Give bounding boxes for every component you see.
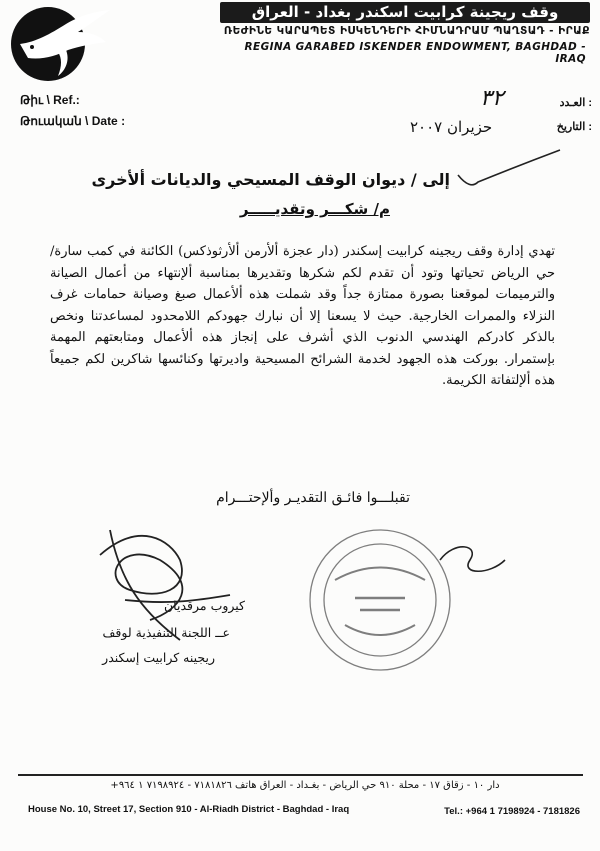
footer-telephone: Tel.: +964 1 7198924 - 7181826 xyxy=(444,806,580,817)
organization-stamp xyxy=(310,530,450,670)
ref-number: ٣٢ xyxy=(480,86,504,111)
addressee: إلى / ديوان الوقف المسيحي والديانات ألأخرى xyxy=(91,170,450,189)
date-label-right: : التاريخ xyxy=(556,121,592,133)
date-label-left: Թուական \ Date : xyxy=(20,114,126,128)
letterhead-title-english: REGINA GARABED ISKENDER ENDOWMENT, BAGHDAD - IRAQ xyxy=(244,41,586,65)
signatory-title: عــ اللجنة التنفيذية لوقف xyxy=(102,625,230,640)
letterhead-title-armenian: ՌԵԺԻՆԵ ԿԱՐԱՊԵՏ ԻՍԿԵՆԴԵՐԻ ՀԻՄՆԱԴՐԱՄ ՊԱՂՏԱԴ - ԻՐԱՔ xyxy=(223,25,590,37)
letterhead-title-arabic: وقف ريجينة كرابيت اسكندر بغداد - العراق xyxy=(220,2,590,23)
body-paragraph: تهدي إدارة وقف ريجينه كرابيت إسكندر (دار عجزة ألأرمن ألأرثوذكس) الكائنة في كمب سارة/ حي الرياض تحياتها وتود أن تقدم لكم شكرها وتقديرها بمناسبة ألإنتهاء من أعمال الصيانة والترميمات لموقعنا بصورة ممتازة جداً وقد شملت هذه ألأعمال صبغ وصيانة حمامات غرف النزلاء والممرات الخارجية. حيث لا يسعنا إلا أن نبارك جهودكم اللامحدود لمساعدتنا ونخص بالذكر كادركم الهندسي الدنوب الذي أشرف على إنجاز هذه ألأعمال ومتابعتهم المهمة بإستمرار. بوركت هذه الجهود لخدمة الشرائح المسيحية واديرتها وكنائسها شاكرين لكم جميعاً هذه ألإلتفاتة الكريمة. xyxy=(50,244,555,388)
handwritten-signature xyxy=(100,530,230,640)
footer-address-arabic: دار ١٠ - زقاق ١٧ - محلة ٩١٠ حي الرياض - بغـداد - العراق هاتف ٧١٨١٨٢٦ - ٧١٩٨٩٢٤ ١ ٩٦٤+ xyxy=(110,780,500,791)
ref-label-left: Թիւ \ Ref.: xyxy=(20,93,80,107)
subject-line: م/ شكـــر وتقديـــــر xyxy=(239,200,390,218)
footer-rule xyxy=(18,774,583,776)
signatory-organization: ريجينه كرابيت إسكندر xyxy=(102,650,215,665)
tick-mark-icon xyxy=(458,150,560,185)
closing-line: تقبلـــوا فائـق التقديـر وألإحتـــرام xyxy=(216,490,410,506)
signatory-name: كيروب مرقديان xyxy=(164,598,245,613)
footer-address-english: House No. 10, Street 17, Section 910 - Al-Riadh District - Baghdad - Iraq xyxy=(28,804,350,815)
date-value: حزيران ٢٠٠٧ xyxy=(410,118,493,136)
stamp-initial xyxy=(440,547,505,571)
ref-label-right: : العـدد xyxy=(559,97,592,109)
